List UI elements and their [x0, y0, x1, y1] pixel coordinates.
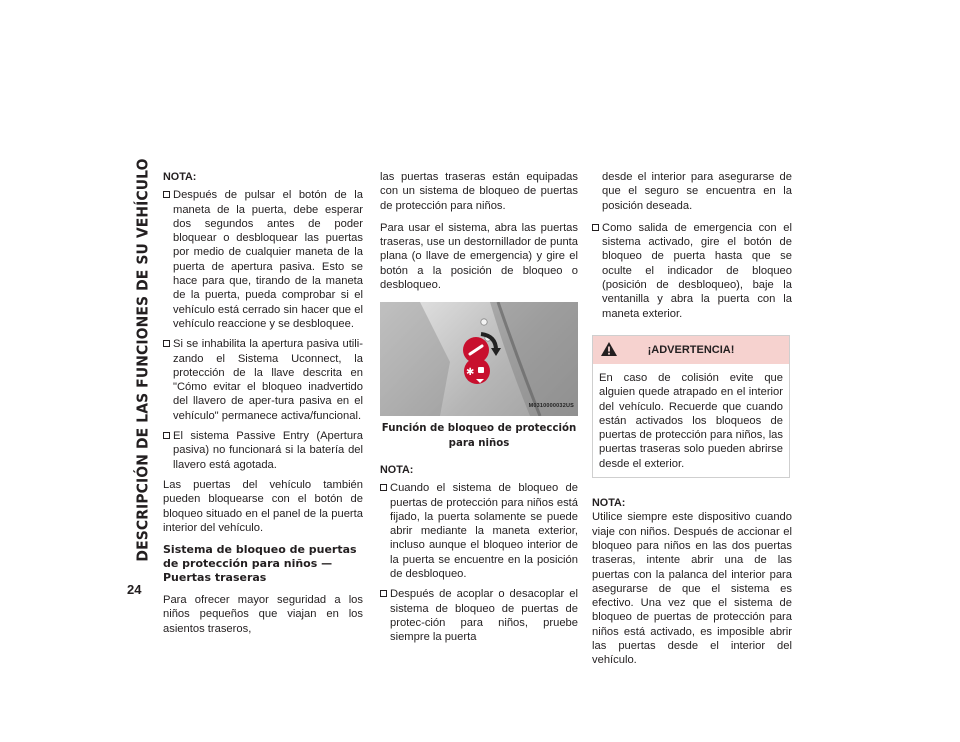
section-side-title-text: DESCRIPCIÓN DE LAS FUNCIONES DE SU VEHÍCULO	[134, 158, 152, 562]
checkbox-bullet-icon	[380, 590, 387, 597]
checkbox-bullet-icon	[163, 191, 170, 198]
warning-box	[592, 335, 790, 478]
note-label: NOTA:	[163, 171, 197, 183]
figure-code: M0310000032US	[528, 403, 574, 410]
note-label: NOTA:	[592, 497, 626, 510]
child-lock-figure	[380, 302, 578, 416]
list-item: Después de acoplar o desacoplar el sistema de bloqueo de puertas de protec-ción para niños, pruebe siempre la puerta	[380, 587, 578, 644]
bullet-continuation: desde el interior para asegurarse de que el seguro se encuentra en la posición deseada.	[602, 171, 792, 212]
checkbox-bullet-icon	[380, 484, 387, 491]
paragraph: Las puertas del vehículo también pueden bloquearse con el botón de bloqueo situado en el panel de la puerta interior del vehículo.	[163, 478, 363, 534]
checkbox-bullet-icon	[163, 340, 170, 347]
bullet-list	[380, 481, 578, 644]
checkbox-bullet-icon	[592, 224, 599, 231]
warning-triangle-icon	[600, 341, 618, 357]
section-heading: Sistema de bloqueo de puertas de protección para niños — Puertas traseras	[163, 543, 357, 585]
list-item: Como salida de emergencia con el sistema activado, gire el botón de bloqueo de puerta hasta que se oculte el indicador de bloqueo (posición de desbloqueo), baje la ventanilla y abra la puerta con la maneta exterior.	[592, 221, 792, 321]
section-side-title	[120, 152, 166, 568]
column-1	[163, 170, 363, 644]
list-item: El sistema Passive Entry (Apertura pasiva) no funcionará si la batería del llavero está agotada.	[163, 429, 363, 472]
bullet-list	[163, 188, 363, 472]
warning-header	[593, 336, 789, 364]
column-2	[380, 170, 578, 651]
list-item: Después de pulsar el botón de la maneta de la puerta, debe esperar dos segundos antes de poder bloquear o desbloquear las puertas por medio de cualquier maneta de la puerta de apertura pasiva. Esto se hace para que, tirando de la maneta de la puerta, pueda comprobar si el vehículo está cerrado sin hacer que el vehículo reaccione y se desbloquee.	[163, 188, 363, 331]
note-label: NOTA:	[380, 463, 414, 476]
checkbox-bullet-icon	[163, 432, 170, 439]
paragraph: Para usar el sistema, abra las puertas traseras, use un destornillador de punta plana (o llave de emergencia) y gire el botón a la posición de bloqueo o desbloqueo.	[380, 221, 578, 292]
paragraph: las puertas traseras están equipadas con un sistema de bloqueo de puertas de protección para niños.	[380, 171, 578, 212]
warning-title: ¡ADVERTENCIA!	[647, 343, 735, 356]
figure-caption: Función de bloqueo de protección para niños	[381, 423, 577, 449]
bullet-list	[592, 221, 792, 321]
paragraph: Para ofrecer mayor seguridad a los niños pequeños que viajan en los asientos traseros,	[163, 594, 363, 635]
list-item: Si se inhabilita la apertura pasiva utili-zando el Sistema Uconnect, la protección de la llave descrita en "Cómo evitar el bloqueo inadvertido del llavero de aper-tura pasiva en el vehículo" permanece activa/funcional.	[163, 337, 363, 423]
page-number: 24	[127, 582, 142, 597]
column-3	[592, 170, 792, 676]
list-item: Cuando el sistema de bloqueo de puertas de protección para niños está fijado, la puerta solamente se puede abrir mediante la maneta exterior, incluso aunque el bloqueo interior de la puerta se encuentre en la posición de desbloqueo.	[380, 481, 578, 581]
svg-text:✱: ✱	[466, 367, 475, 379]
paragraph: Utilice siempre este dispositivo cuando viaje con niños. Después de accionar el bloqueo para niños en las dos puertas traseras, intente abrir una de las puertas con la palanca del interior para asegurarse de que el sistema es efectivo. Una vez que el sistema de bloqueo de puertas de protección para niños está activado, es imposible abrir las puertas desde el interior del vehículo.	[592, 511, 792, 667]
warning-text: En caso de colisión evite que alguien quede atrapado en el interior del vehículo. Recuerde que cuando están activados los bloqueos de puertas de protección para niños, las puertas traseras solo pueden abrirse desde el exterior.	[599, 371, 783, 470]
